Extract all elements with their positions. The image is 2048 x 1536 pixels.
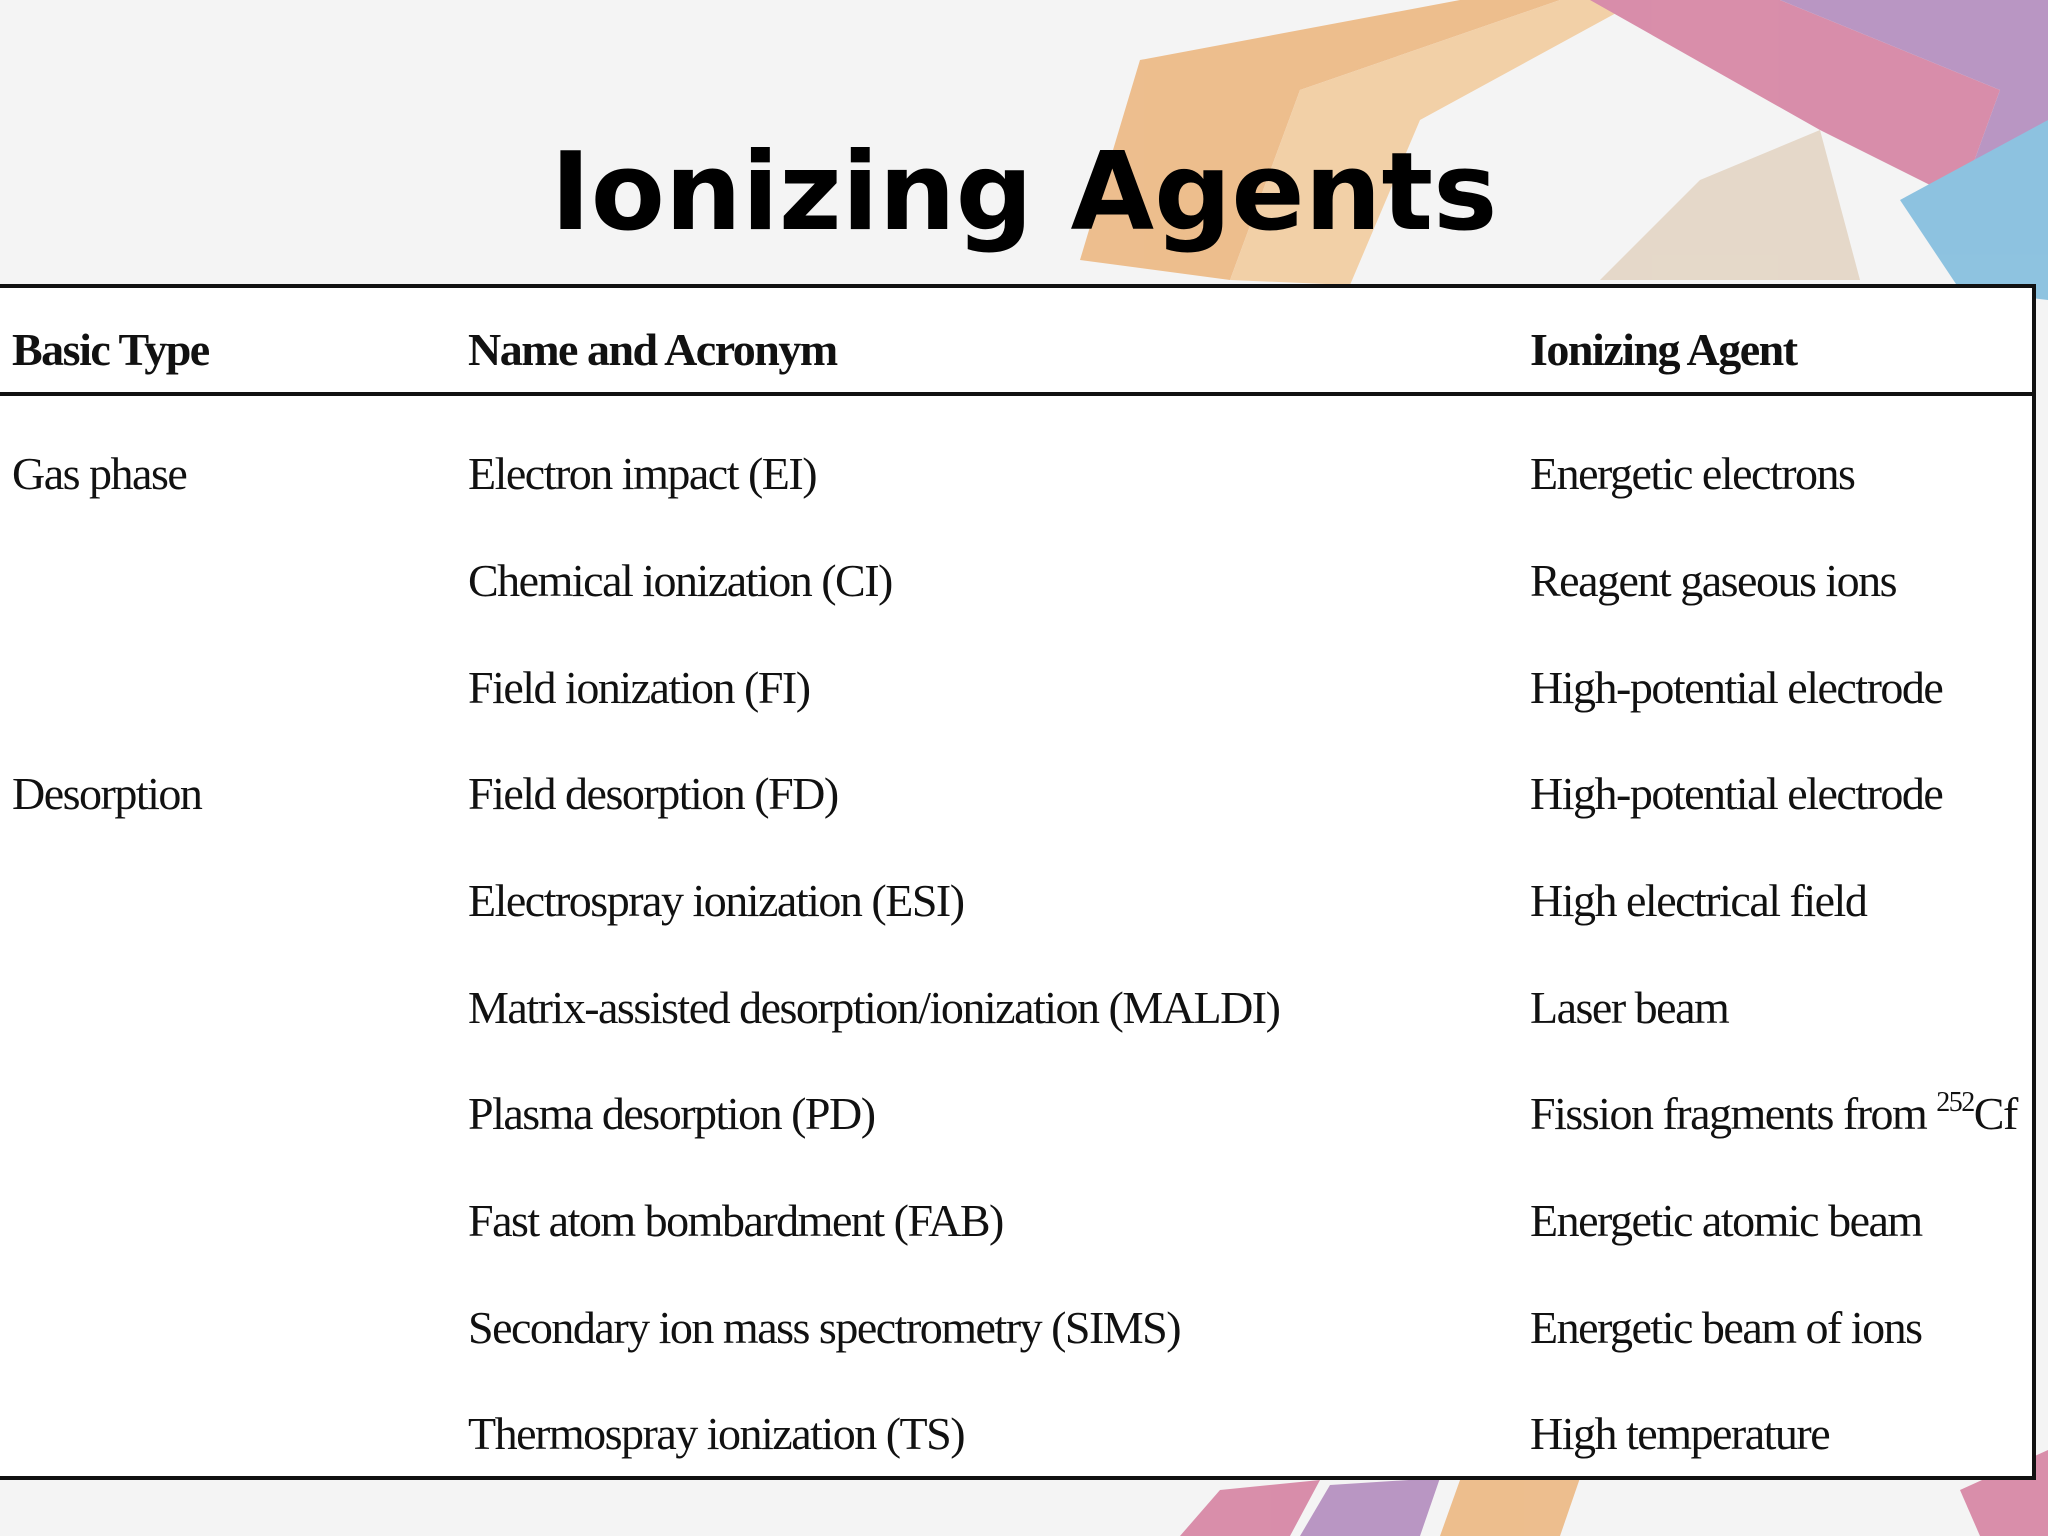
header-name-acronym: Name and Acronym: [468, 324, 837, 375]
row-3-agent: High-potential electrode: [1530, 768, 1943, 819]
row-6-name: Plasma desorption (PD): [468, 1088, 875, 1139]
row-5-name: Matrix-assisted desorption/ionization (MALDI): [468, 982, 1280, 1033]
row-3-name: Field desorption (FD): [468, 768, 838, 819]
header-ionizing-agent: Ionizing Agent: [1530, 324, 1797, 375]
row-1-name: Chemical ionization (CI): [468, 555, 892, 606]
row-7-name: Fast atom bombardment (FAB): [468, 1195, 1003, 1246]
row-6-agent: Fission fragments from: [1530, 1088, 1927, 1139]
row-2-agent: High-potential electrode: [1530, 662, 1943, 713]
row-1-agent: Reagent gaseous ions: [1530, 555, 1897, 606]
row-8-agent: Energetic beam of ions: [1530, 1302, 1922, 1353]
row-6-agent-cell: [1530, 1086, 2017, 1142]
header-rule: [0, 392, 2032, 396]
row-7-agent: Energetic atomic beam: [1530, 1195, 1922, 1246]
row-8-name: Secondary ion mass spectrometry (SIMS): [468, 1302, 1181, 1353]
slide-title: Ionizing Agents: [550, 130, 1498, 255]
row-3-basic-type: Desorption: [12, 768, 202, 819]
row-6-agent-element: Cf: [1973, 1088, 2017, 1139]
row-6-agent-isotope-mass: 252: [1936, 1087, 1974, 1118]
row-5-agent: Laser beam: [1530, 982, 1729, 1033]
row-4-name: Electrospray ionization (ESI): [468, 875, 964, 926]
ionizing-agents-table: [0, 284, 2036, 1480]
header-basic-type: Basic Type: [12, 324, 209, 375]
row-0-agent: Energetic electrons: [1530, 448, 1855, 499]
row-0-name: Electron impact (EI): [468, 448, 817, 499]
row-9-name: Thermospray ionization (TS): [468, 1408, 965, 1459]
row-9-agent: High temperature: [1530, 1408, 1830, 1459]
row-0-basic-type: Gas phase: [12, 448, 187, 499]
row-4-agent: High electrical field: [1530, 875, 1867, 926]
row-2-name: Field ionization (FI): [468, 662, 810, 713]
